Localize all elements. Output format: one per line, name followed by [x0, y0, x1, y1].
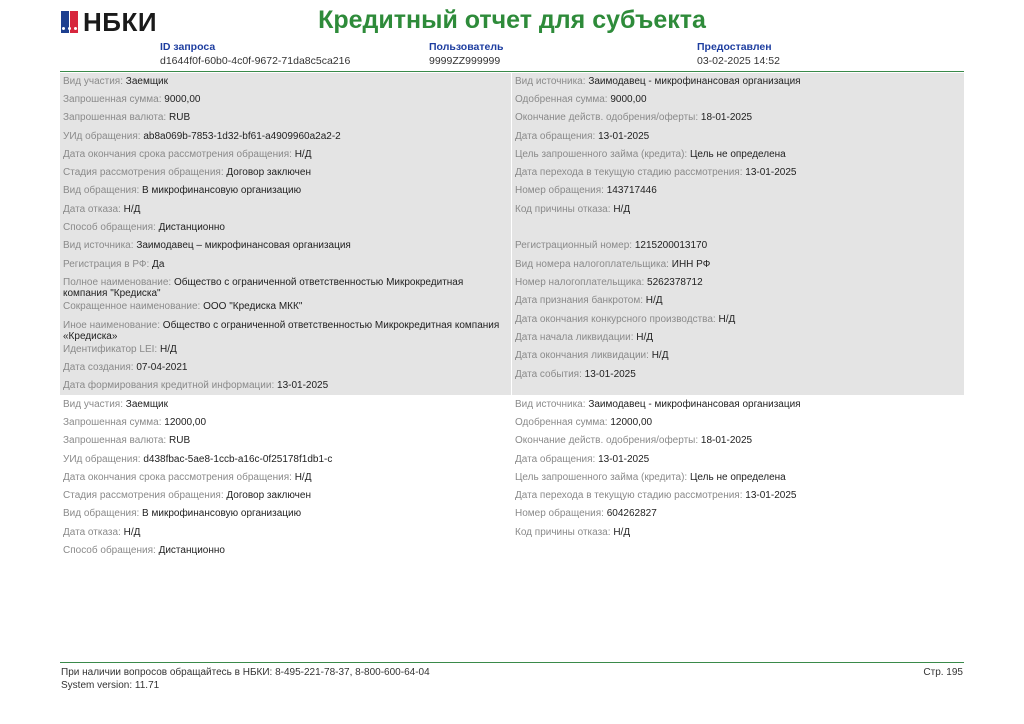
field-label: Вид номера налогоплательщика: — [515, 259, 669, 270]
field-row — [515, 112, 958, 123]
field-value: Заимодавец – микрофинансовая организация — [136, 240, 351, 251]
field-value: Н/Д — [294, 472, 312, 483]
field-row — [63, 240, 505, 251]
field-row — [515, 167, 958, 178]
field-row — [63, 76, 505, 87]
field-row — [63, 362, 505, 373]
field-value: Дистанционно — [158, 545, 225, 556]
field-value: В микрофинансовую организацию — [142, 185, 302, 196]
field-row — [63, 399, 505, 410]
field-label: Дата перехода в текущую стадию рассмотрения: — [515, 490, 743, 501]
field-row — [63, 149, 505, 160]
field-value: d438fbac-5ae8-1ccb-a16c-0f25178f1db1-c — [143, 454, 333, 465]
field-label: Вид источника: — [515, 76, 586, 87]
field-label: Цель запрошенного займа (кредита): — [515, 149, 688, 160]
field-value: Н/Д — [645, 295, 663, 306]
field-row — [515, 259, 958, 270]
field-row — [63, 94, 505, 105]
field-row — [515, 350, 958, 361]
field-value: Заимодавец - микрофинансовая организация — [588, 76, 801, 87]
field-row — [63, 301, 505, 312]
application-right-column — [512, 73, 964, 395]
application-block — [60, 396, 964, 566]
field-label: Код причины отказа: — [515, 527, 611, 538]
field-row — [515, 399, 958, 410]
meta-label: ID запроса — [160, 41, 216, 53]
field-label: Одобренная сумма: — [515, 94, 608, 105]
field-label: Дата отказа: — [63, 204, 121, 215]
field-label: Вид источника: — [63, 240, 134, 251]
field-value: 13-01-2025 — [745, 167, 797, 178]
field-value: 13-01-2025 — [745, 490, 797, 501]
field-label: Вид участия: — [63, 399, 123, 410]
field-row — [63, 259, 505, 270]
field-row — [63, 185, 505, 196]
field-label: Стадия рассмотрения обращения: — [63, 167, 224, 178]
field-value: 13-01-2025 — [598, 131, 650, 142]
field-value: 12000,00 — [164, 417, 207, 428]
field-label: Иное наименование: — [63, 320, 161, 331]
field-label: Дата обращения: — [515, 454, 596, 465]
field-row — [63, 131, 505, 142]
field-value: Н/Д — [123, 527, 141, 538]
field-label: Дата создания: — [63, 362, 134, 373]
field-value: Н/Д — [613, 204, 631, 215]
field-label: Идентификатор LEI: — [63, 344, 158, 355]
field-row — [515, 454, 958, 465]
field-row — [515, 295, 958, 306]
meta-value: d1644f0f-60b0-4c0f-9672-71da8c5ca216 — [160, 55, 351, 67]
field-value: ИНН РФ — [671, 259, 711, 270]
field-value: Н/Д — [718, 314, 736, 325]
field-value: RUB — [169, 112, 191, 123]
field-label: Вид участия: — [63, 76, 123, 87]
field-value: 18-01-2025 — [700, 112, 753, 123]
field-value: 604262827 — [606, 508, 657, 519]
field-row — [515, 490, 958, 501]
field-row — [63, 380, 505, 391]
field-value: Н/Д — [159, 344, 177, 355]
field-row — [515, 185, 958, 196]
field-value: ООО "Кредиска МКК" — [203, 301, 303, 312]
field-row — [63, 508, 505, 519]
meta-user — [429, 40, 503, 68]
field-row — [63, 112, 505, 123]
field-row — [63, 222, 505, 233]
field-label: Окончание действ. одобрения/оферты: — [515, 435, 699, 446]
field-label: Запрошенная валюта: — [63, 112, 167, 123]
field-label: Регистрационный номер: — [515, 240, 633, 251]
field-value: Общество с ограниченной ответственностью Микрокредитная компания "Кредиска" — [63, 277, 464, 299]
application-right-column — [512, 396, 964, 566]
field-value: 9000,00 — [164, 94, 201, 105]
page-title: Кредитный отчет для субъекта — [318, 6, 706, 34]
field-label: Сокращенное наименование: — [63, 301, 201, 312]
field-label: Код причины отказа: — [515, 204, 611, 215]
meta-value: 9999ZZ999999 — [429, 55, 501, 67]
field-label: Дата признания банкротом: — [515, 295, 643, 306]
field-label: Номер обращения: — [515, 185, 604, 196]
meta-label: Предоставлен — [697, 41, 772, 53]
field-row — [515, 508, 958, 519]
field-value: В микрофинансовую организацию — [142, 508, 302, 519]
meta-label: Пользователь — [429, 41, 504, 53]
footer-version: System version: 11.71 — [61, 680, 160, 691]
field-value: 12000,00 — [610, 417, 653, 428]
header-divider — [60, 71, 964, 72]
field-value: ab8a069b-7853-1d32-bf61-a4909960a2a2-2 — [143, 131, 341, 142]
field-label: Дата начала ликвидации: — [515, 332, 634, 343]
field-value: Н/Д — [294, 149, 312, 160]
field-value: 13-01-2025 — [584, 369, 636, 380]
field-label: Дата события: — [515, 369, 582, 380]
field-label: Запрошенная сумма: — [63, 417, 162, 428]
meta-value: 03-02-2025 14:52 — [697, 55, 780, 67]
field-row — [515, 94, 958, 105]
field-row — [515, 527, 958, 538]
field-label: УИд обращения: — [63, 454, 141, 465]
application-left-column — [60, 73, 511, 395]
field-value: 07-04-2021 — [136, 362, 188, 373]
field-row — [63, 320, 505, 342]
field-label: Вид обращения: — [63, 508, 140, 519]
application-left-column — [60, 396, 511, 566]
field-row — [63, 344, 505, 355]
field-label: Дата отказа: — [63, 527, 121, 538]
field-row — [515, 277, 958, 288]
field-row — [63, 490, 505, 501]
field-value: 5262378712 — [647, 277, 703, 288]
field-value: Н/Д — [636, 332, 654, 343]
field-row — [515, 204, 958, 215]
field-row — [63, 472, 505, 483]
field-value: 1215200013170 — [634, 240, 708, 251]
meta-request-id — [160, 40, 350, 68]
field-label: Дата формирования кредитной информации: — [63, 380, 275, 391]
field-label: Окончание действ. одобрения/оферты: — [515, 112, 699, 123]
field-row — [63, 204, 505, 215]
field-row — [63, 277, 505, 299]
page-number: Стр. 195 — [923, 667, 963, 678]
field-row — [63, 527, 505, 538]
field-value: Цель не определена — [690, 472, 786, 483]
logo-text: НБКИ — [83, 6, 158, 37]
footer-divider — [60, 662, 964, 663]
field-value: Н/Д — [613, 527, 631, 538]
field-row — [63, 167, 505, 178]
field-label: Номер обращения: — [515, 508, 604, 519]
field-value: Цель не определена — [690, 149, 786, 160]
field-label: Вид обращения: — [63, 185, 140, 196]
field-label: Способ обращения: — [63, 545, 156, 556]
field-row — [515, 369, 958, 380]
field-value: Да — [152, 259, 165, 270]
field-label: Одобренная сумма: — [515, 417, 608, 428]
field-label: Полное наименование: — [63, 277, 172, 288]
field-row — [515, 314, 958, 325]
field-value: Общество с ограниченной ответственностью Микрокредитная компания «Кредиска» — [63, 320, 500, 342]
field-label: Дата окончания срока рассмотрения обращения: — [63, 149, 292, 160]
field-value: 13-01-2025 — [598, 454, 650, 465]
field-label: Дата окончания срока рассмотрения обращения: — [63, 472, 292, 483]
field-value: Заемщик — [125, 399, 169, 410]
field-value: 13-01-2025 — [277, 380, 329, 391]
field-value: Н/Д — [651, 350, 669, 361]
field-value: Договор заключен — [226, 167, 311, 178]
field-value: Договор заключен — [226, 490, 311, 501]
meta-provided — [697, 40, 780, 68]
field-label: Дата обращения: — [515, 131, 596, 142]
field-label: Дата окончания конкурсного производства: — [515, 314, 716, 325]
field-label: УИд обращения: — [63, 131, 141, 142]
field-row — [63, 417, 505, 428]
field-row — [63, 545, 505, 556]
field-label: Номер налогоплательщика: — [515, 277, 645, 288]
application-block — [60, 73, 964, 395]
field-label: Дата перехода в текущую стадию рассмотрения: — [515, 167, 743, 178]
field-row — [515, 240, 958, 251]
field-row — [515, 149, 958, 160]
field-label: Способ обращения: — [63, 222, 156, 233]
field-row — [515, 332, 958, 343]
field-value: 143717446 — [606, 185, 657, 196]
field-label: Вид источника: — [515, 399, 586, 410]
field-value: 9000,00 — [610, 94, 647, 105]
field-label: Запрошенная валюта: — [63, 435, 167, 446]
field-row — [515, 76, 958, 87]
field-label: Дата окончания ликвидации: — [515, 350, 649, 361]
field-row — [515, 435, 958, 446]
field-row — [515, 417, 958, 428]
field-label: Запрошенная сумма: — [63, 94, 162, 105]
field-label: Регистрация в РФ: — [63, 259, 150, 270]
field-value: RUB — [169, 435, 191, 446]
field-value: Дистанционно — [158, 222, 225, 233]
field-row — [63, 454, 505, 465]
field-label: Цель запрошенного займа (кредита): — [515, 472, 688, 483]
field-row — [515, 472, 958, 483]
field-value: Заемщик — [125, 76, 169, 87]
field-label: Стадия рассмотрения обращения: — [63, 490, 224, 501]
field-value: Заимодавец - микрофинансовая организация — [588, 399, 801, 410]
footer-contact: При наличии вопросов обращайтесь в НБКИ: 8-495-221-78-37, 8-800-600-64-04 — [61, 667, 430, 678]
field-value: 18-01-2025 — [700, 435, 753, 446]
field-value: Н/Д — [123, 204, 141, 215]
field-row — [515, 131, 958, 142]
field-row — [63, 435, 505, 446]
